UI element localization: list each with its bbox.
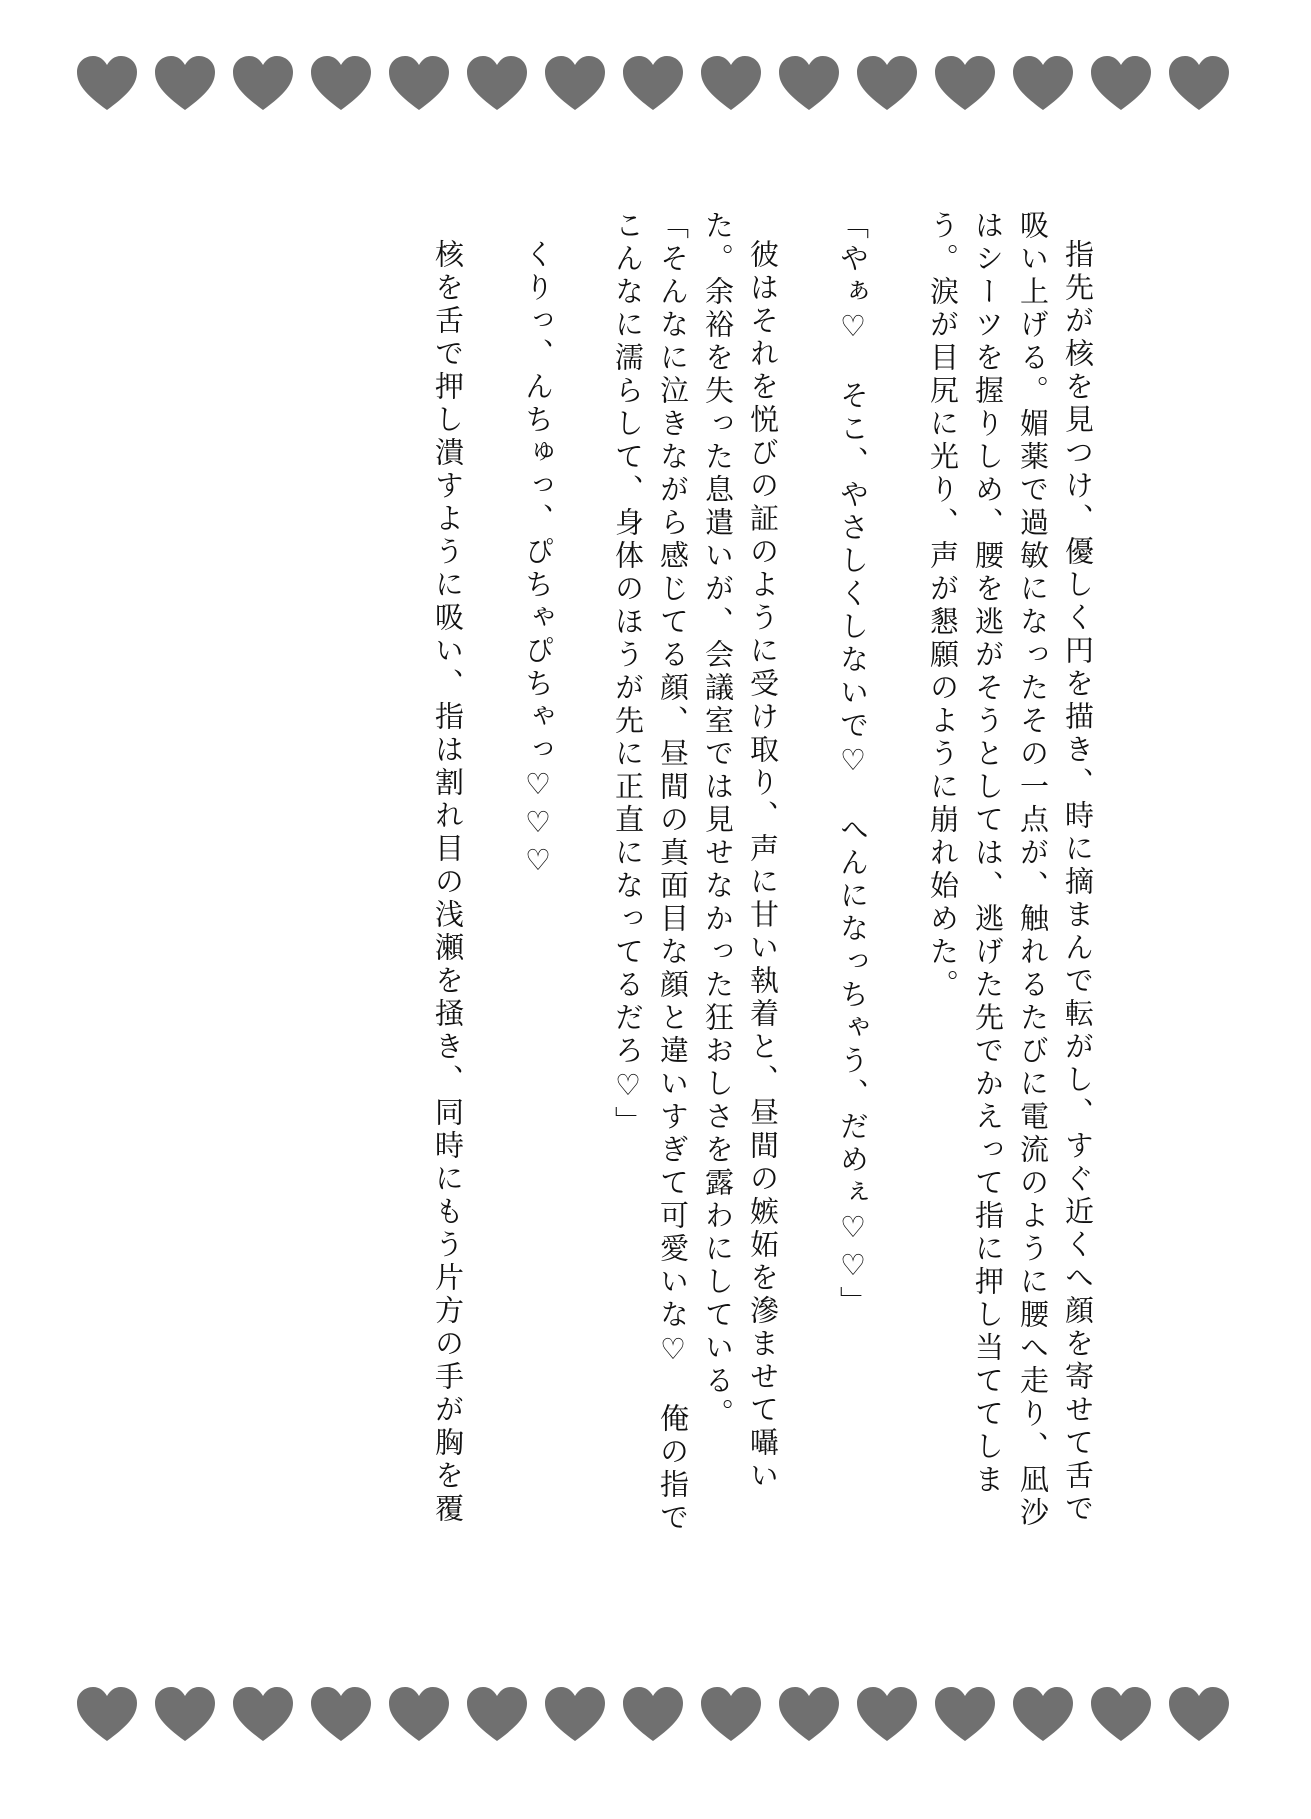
top-heart-border [0,40,1311,130]
heart-icon [75,1685,139,1743]
heart-icon [309,54,373,112]
heart-icon [777,54,841,112]
heart-icon [699,1685,763,1743]
heart-icon [387,1685,451,1743]
heart-icon [231,54,295,112]
paragraph: 指先が核を見つけ、優しく円を描き、時に摘まんで転がし、すぐ近くへ顔を寄せて舌で吸い上げる。媚薬で過敏になったその一点が、触れるたびに電流のように腰へ走り、凪沙はシーツを握りしめ、腰を逃がそうとしては、逃げた先でかえって指に押し当ててしまう。涙が目尻に光り、声が懇願のように崩れ始めた。 [926,210,1095,1530]
blank-line [470,210,515,1550]
heart-icon [1089,1685,1153,1743]
blank-line [875,210,920,1550]
heart-icon [153,54,217,112]
heart-icon [621,1685,685,1743]
body-text [210,210,1100,1550]
heart-icon [1089,54,1153,112]
blank-line [785,210,830,1550]
dialogue-paragraph: 「そんなに泣きながら感じてる顔、昼間の真面目な顔と違いすぎて可愛いな♡ 俺の指でこんなに濡らして、身体のほうが先に正直になってるだろ♡」 [611,210,690,1535]
heart-icon [1167,1685,1231,1743]
bottom-heart-border [0,1671,1311,1761]
heart-icon [387,54,451,112]
heart-icon [543,1685,607,1743]
heart-icon [465,54,529,112]
heart-icon [309,1685,373,1743]
heart-icon [543,54,607,112]
sound-effect-paragraph: くりっ、んちゅっ、ぴちゃぴちゃっ♡♡♡ [521,239,555,881]
heart-icon [777,1685,841,1743]
heart-icon [1167,54,1231,112]
heart-icon [933,1685,997,1743]
heart-icon [1011,54,1075,112]
heart-icon [621,54,685,112]
paragraph: 核を舌で押し潰すように吸い、指は割れ目の浅瀬を掻き、同時にもう片方の手が胸を覆 [431,239,465,1526]
heart-icon [153,1685,217,1743]
heart-icon [465,1685,529,1743]
heart-icon [75,54,139,112]
heart-icon [699,54,763,112]
dialogue-paragraph: 「やぁ♡ そこ、やさしくしないで♡ へんになっちゃう、だめぇ♡♡」 [836,210,870,1319]
blank-line [560,210,605,1550]
heart-icon [1011,1685,1075,1743]
paragraph: 彼はそれを悦びの証のように受け取り、声に甘い執着と、昼間の嫉妬を滲ませて囁いた。余裕を失った息遣いが、会議室では見せなかった狂おしさを露わにしている。 [701,210,780,1493]
heart-icon [231,1685,295,1743]
heart-icon [855,54,919,112]
heart-icon [855,1685,919,1743]
heart-icon [933,54,997,112]
